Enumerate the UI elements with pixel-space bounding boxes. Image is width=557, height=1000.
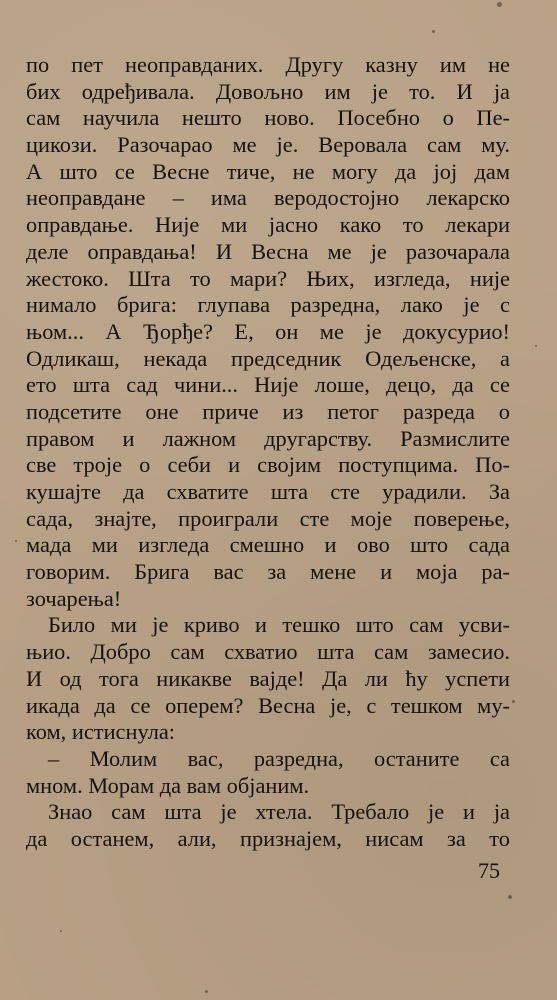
text-line: ето шта сад чини... Није лоше, децо, да се xyxy=(26,372,510,398)
text-line: сам научила нешто ново. Посебно о Пе- xyxy=(26,105,510,131)
text-line: Одликаш, некада председник Одељенске, а xyxy=(26,345,510,371)
text-line: оправдање. Није ми јасно како то лекари xyxy=(26,212,510,238)
paper-speck xyxy=(508,895,512,899)
text-line: Знао сам шта је хтела. Требало је и ја xyxy=(48,799,510,825)
text-line: њио. Добро сам схватио шта сам замесио. xyxy=(26,639,510,665)
text-line: бих одређивала. Довољно им је то. И ја xyxy=(26,78,510,104)
text-line: А што се Весне тиче, не могу да јој дам xyxy=(26,158,510,184)
text-line: – Молим вас, разредна, останите са xyxy=(48,745,510,771)
paper-speck xyxy=(512,700,515,703)
text-line: нимало брига: глупава разредна, лако је с xyxy=(26,292,510,318)
text-line: жестоко. Шта то мари? Њих, изгледа, није xyxy=(26,265,510,291)
text-line: правом и лажном другарству. Размислите xyxy=(26,425,510,451)
text-line: подсетите оне приче из петог разреда о xyxy=(26,398,510,424)
paper-speck xyxy=(535,345,537,347)
text-line: мном. Морам да вам објаним. xyxy=(26,772,310,798)
body-text xyxy=(26,52,510,853)
paper-speck xyxy=(497,2,502,7)
text-line: неоправдане – има веродостојно лекарско xyxy=(26,185,510,211)
text-line: кушајте да схватите шта сте урадили. За xyxy=(26,479,510,504)
text-line: деле оправдања! И Весна ме је разочарала xyxy=(26,238,510,264)
text-line: сада, знајте, проиграли сте моје поверење, xyxy=(26,505,510,531)
text-line: зочарења! xyxy=(26,585,122,611)
paper-speck xyxy=(432,30,435,33)
text-line: цикози. Разочарао ме је. Веровала сам му. xyxy=(26,132,510,158)
text-line: по пет неоправданих. Другу казну им не xyxy=(26,52,510,77)
paper-speck xyxy=(15,540,17,542)
text-line: њом... А Ђорђе? Е, он ме је докусурио! xyxy=(26,318,510,344)
text-line: Било ми је криво и тешко што сам усви- xyxy=(48,612,510,638)
paper-speck xyxy=(60,930,62,932)
text-line: И од тога никакве вајде! Да ли ћу успети xyxy=(26,665,510,691)
text-line: да останем, али, признајем, нисам за то xyxy=(26,825,510,851)
text-line: мада ми изгледа смешно и ово што сада xyxy=(26,532,510,558)
text-line: икада да се оперем? Весна је, с тешком му- xyxy=(26,692,510,718)
paper-speck xyxy=(205,990,208,993)
text-line: ком, истиснула: xyxy=(26,719,176,745)
text-line: говорим. Брига вас за мене и моја ра- xyxy=(26,559,510,585)
text-line: све троје о себи и својим поступцима. По- xyxy=(26,452,510,478)
page-number: 75 xyxy=(478,858,500,883)
